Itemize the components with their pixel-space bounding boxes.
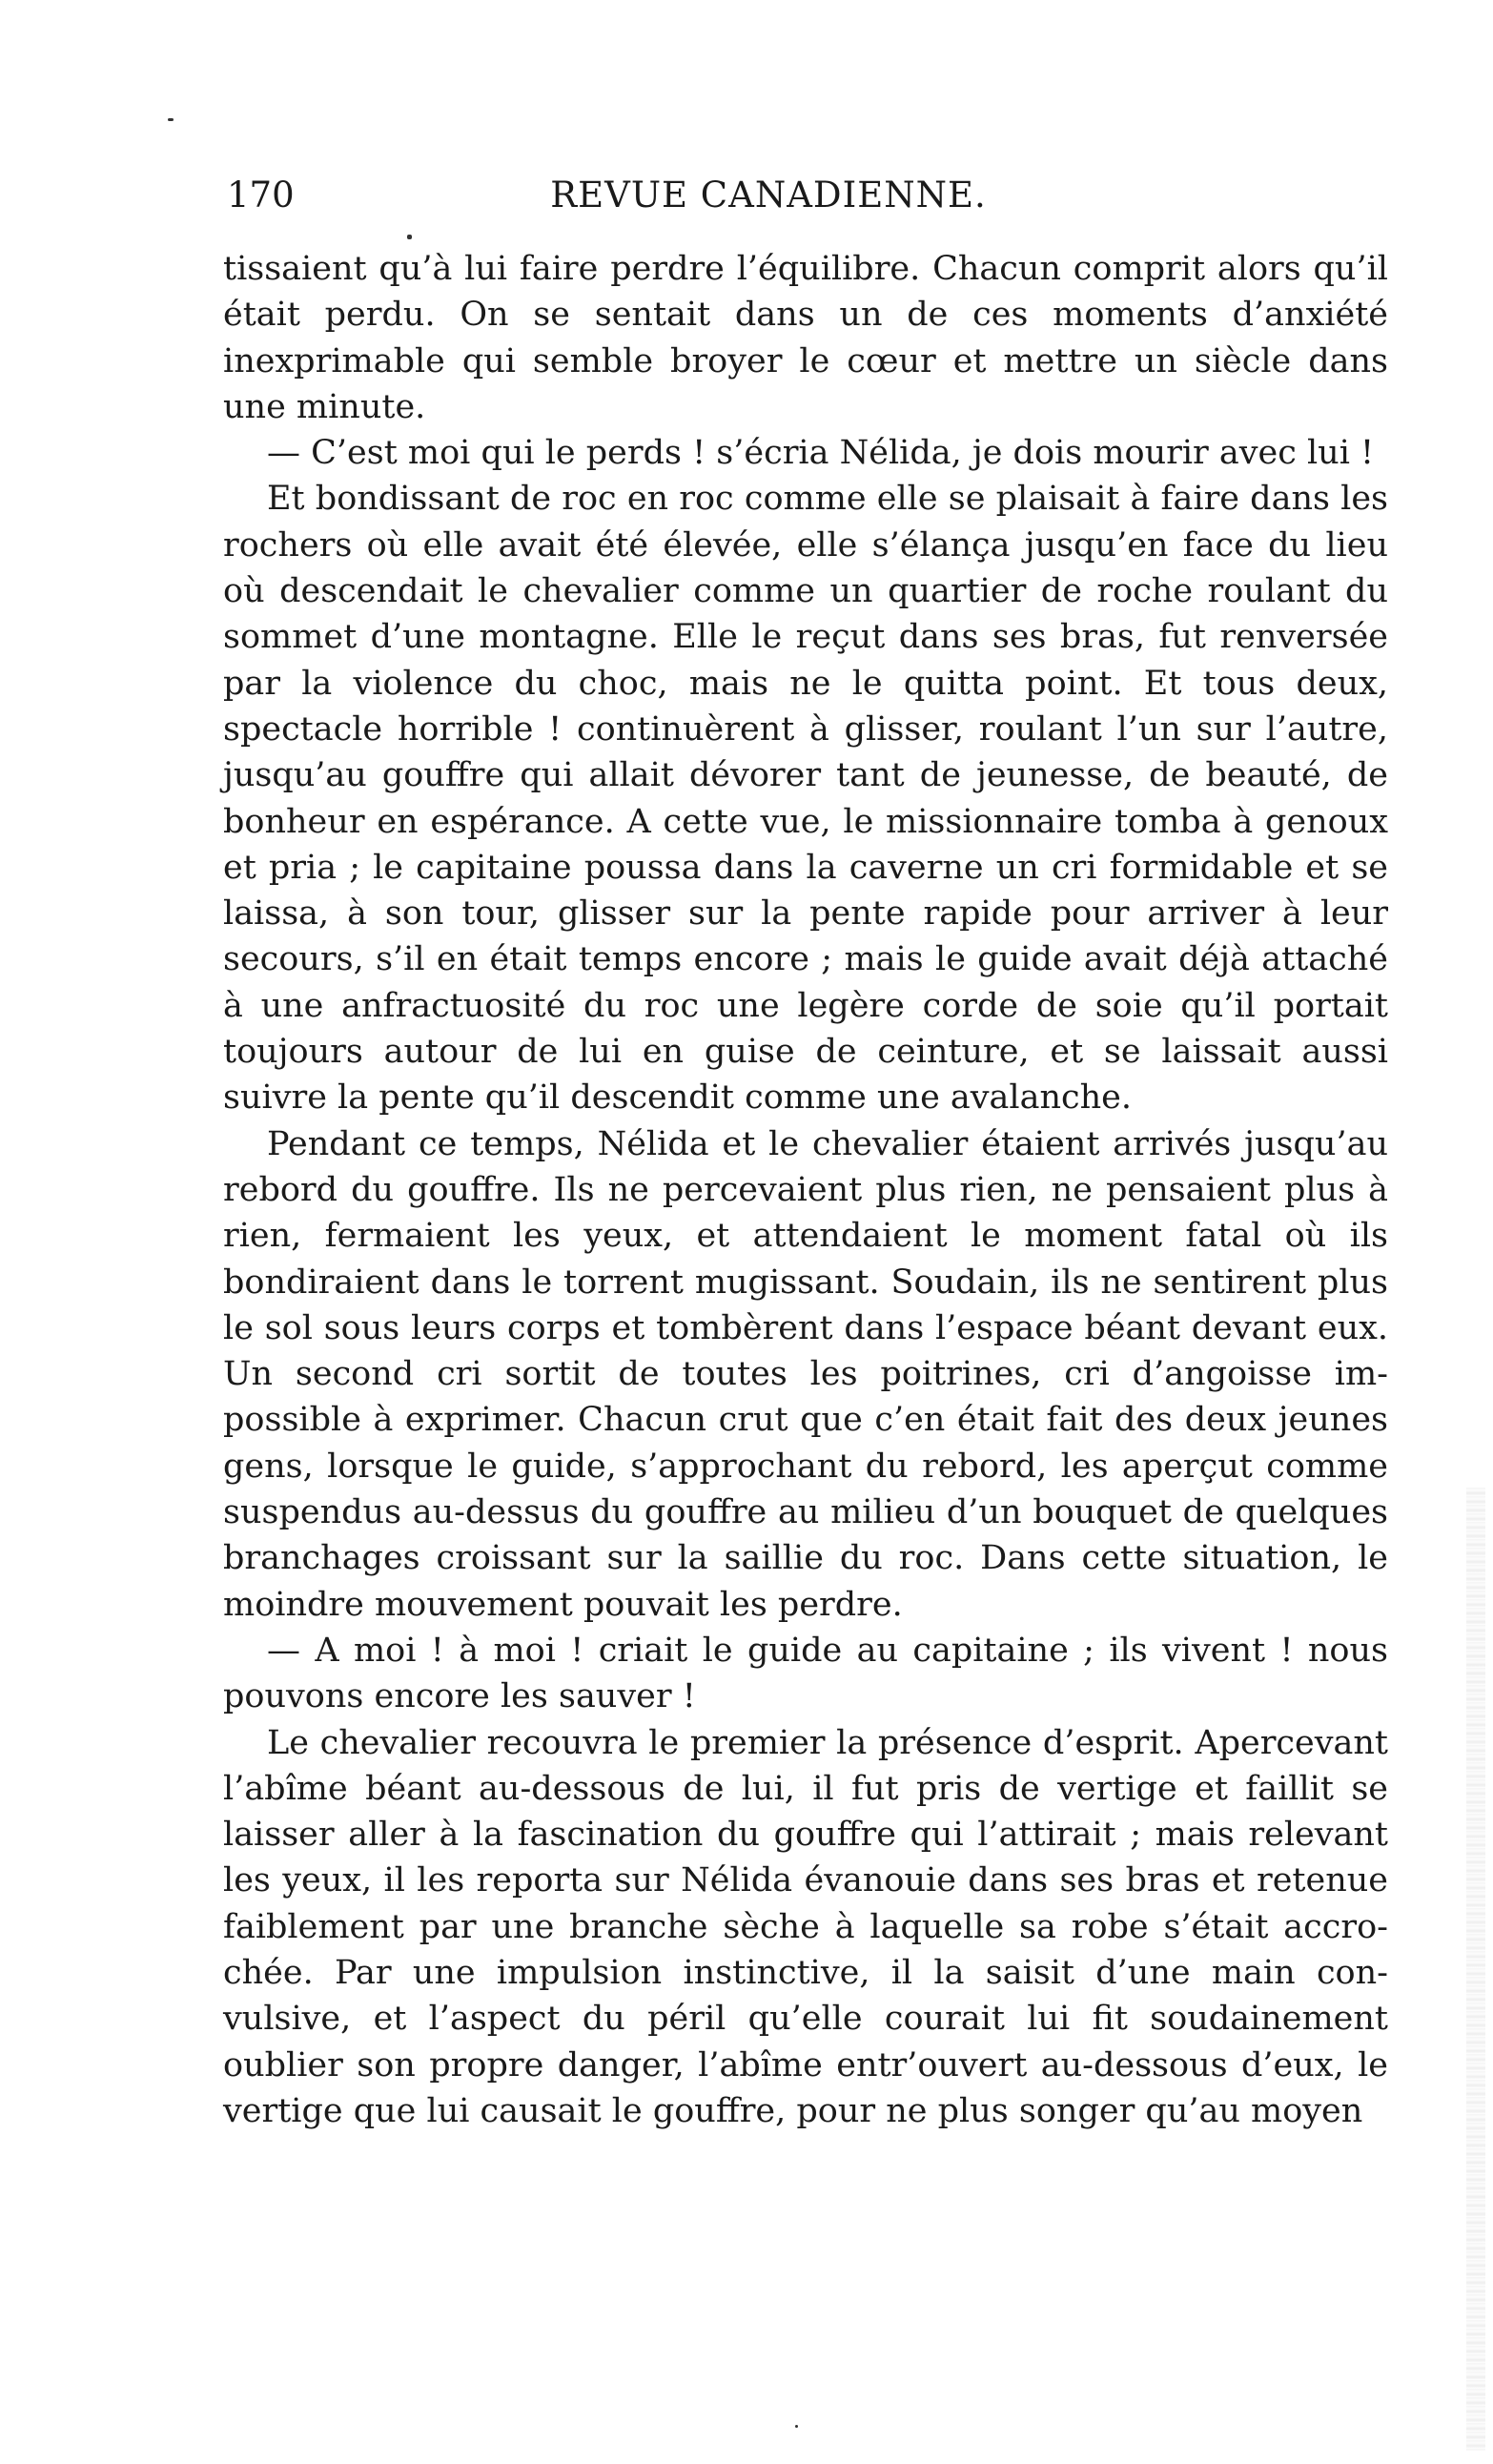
paragraph-gouffre: Pendant ce temps, Nélida et le chevalier étaient arrivés jusqu’au rebord du gouffre. Ils ne percevaient plus rien, ne pensaient plus à rien, fermaient les yeux, et attendaient le moment fatal où ils bondiraient dans le torrent mugissant. Soudain, ils ne sentirent plus le sol sous leurs corps et tombèrent dans l’espace béant devant eux. Un second cri sortit de toutes les poitrines, cri d’angoisse impossible à exprimer. Chacun crut que c’en était fait des deux jeunes gens, lorsque le guide, s’approchant du rebord, les aperçut comme suspendus au-dessus du gouffre au milieu d’un bouquet de quelques branchages croissant sur la saillie du roc. Dans cette situation, le moindre mouvement pouvait les perdre. xyxy=(223,1124,1388,1624)
paragraph-descent: Et bondissant de roc en roc comme elle se plaisait à faire dans les rochers où elle avait été élevée, elle s’élança jusqu’en face du lieu où descendait le chevalier comme un quartier de roche roulant du sommet d’une montagne. Elle le reçut dans ses bras, fut renversée par la violence du choc, mais ne le quitta point. Et tous deux, spectacle horrible ! continuèrent à glisser, roulant l’un sur l’autre, jusqu’au gouffre qui allait dévorer tant de jeunesse, de beauté, de bonheur en espérance. A cette vue, le missionnaire tomba à genoux et pria ; le capitaine poussa dans la caverne un cri formidable et se laissa, à son tour, glisser sur la pente rapide pour arriver à leur secours, s’il en était temps encore ; mais le guide avait déjà attaché à une anfractuosité du roc une legère corde de soie qu’il portait toujours autour de lui en guise de ceinture, et se laissait aussi suivre la pente qu’il descendit comme une avalanche. xyxy=(223,480,1388,1118)
paragraph-chevalier: Le chevalier recouvra le premier la présence d’esprit. Apercevant l’abîme béant au-dessous de lui, il fut pris de vertige et faillit se laisser aller à la fascination du gouffre qui l’attirait ; mais relevant les yeux, il les reporta sur Nélida évanouie dans ses bras et retenue faiblement par une branche sèche à laquelle sa robe s’était accrochée. Par une impulsion instinctive, il la saisit d’une main convulsive, et l’aspect du péril qu’elle courait lui fit soudainement oublier son propre danger, l’abîme entr’ouvert au-dessous d’eux, le vertige que lui causait le gouffre, pour ne plus songer qu’au moyen xyxy=(223,1723,1388,2130)
paragraph-dialogue-nelida: — C’est moi qui le perds ! s’écria Nélida, je dois mourir avec lui ! xyxy=(267,434,1375,473)
paragraph-continued: tissaient qu’à lui faire perdre l’équilibre. Chacun comprit alors qu’il était perdu. On se sentait dans un de ces moments d’anxiété inexprimable qui semble broyer le cœur et mettre un siècle dans une minute. xyxy=(223,250,1388,426)
page-number: 170 xyxy=(227,175,295,216)
scan-edge-noise xyxy=(1466,1488,1485,2451)
running-title: REVUE CANADIENNE. xyxy=(550,175,987,216)
scan-speck xyxy=(795,2425,798,2428)
scan-speck xyxy=(407,235,412,239)
paragraph-dialogue-guide: — A moi ! à moi ! criait le guide au capitaine ; ils vivent ! nous pouvons encore les sauver ! xyxy=(223,1631,1388,1716)
scan-speck xyxy=(168,118,174,121)
body-text xyxy=(223,246,1388,2134)
page-header xyxy=(227,172,1386,219)
